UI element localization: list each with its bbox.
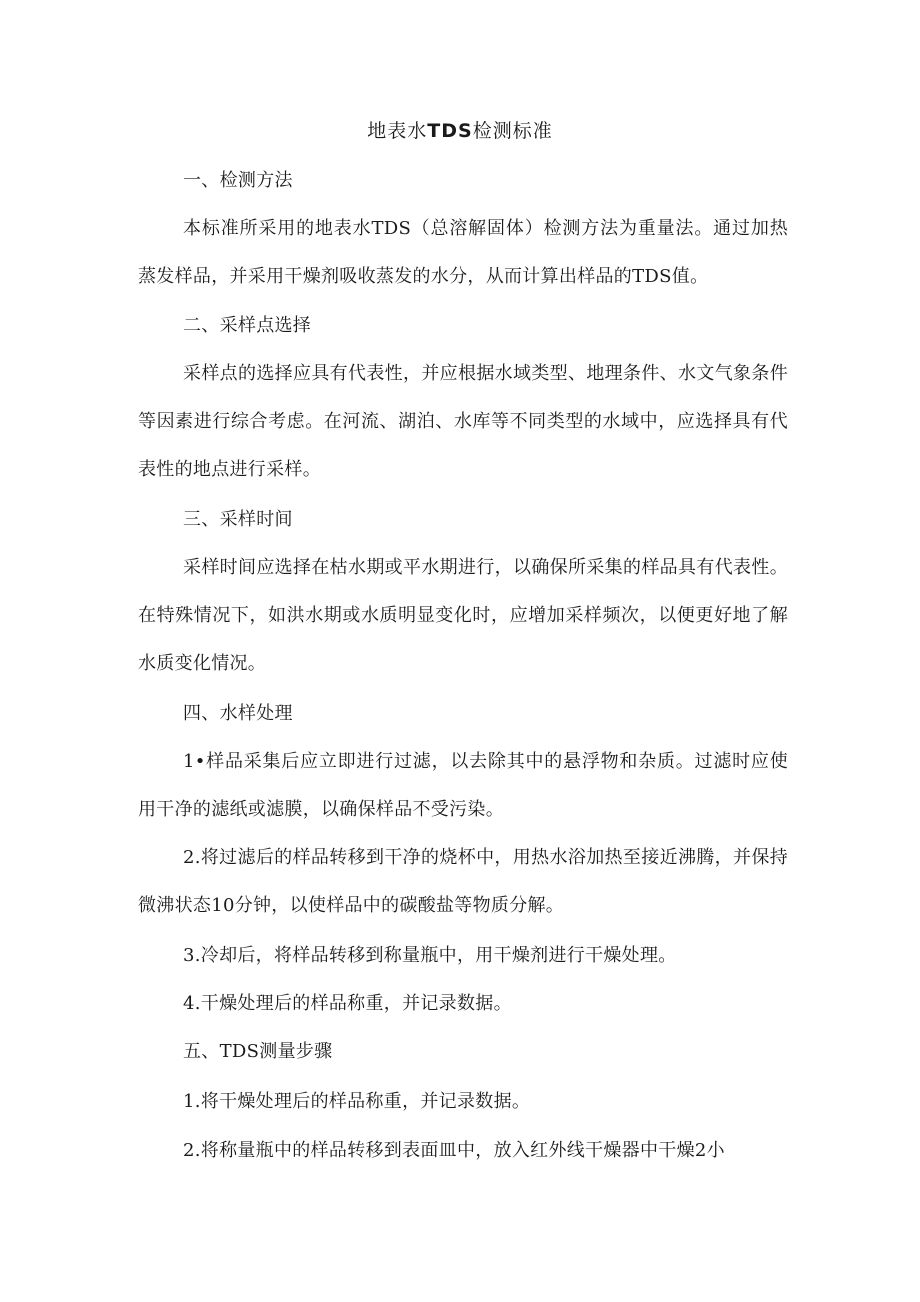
section4-item-3: 3.冷却后，将样品转移到称量瓶中，用干燥剂进行干燥处理。 (183, 945, 677, 966)
title-suffix: 检测标准 (472, 120, 553, 142)
section2-heading: 二、采样点选择 (183, 315, 312, 336)
section2-paragraph: 采样点的选择应具有代表性，并应根据水域类型、地理条件、水文气象条件等因素进行综合考虑。在河流、湖泊、水库等不同类型的水域中，应选择具有代表性的地点进行采样。 (138, 363, 788, 480)
section3-paragraph: 采样时间应选择在枯水期或平水期进行，以确保所采集的样品具有代表性。在特殊情况下，如洪水期或水质明显变化时，应增加采样频次，以便更好地了解水质变化情况。 (138, 557, 788, 674)
section4-item-2: 2.将过滤后的样品转移到干净的烧杯中，用热水浴加热至接近沸腾，并保持微沸状态10分钟，以使样品中的碳酸盐等物质分解。 (138, 847, 788, 916)
section4-item-4: 4.干燥处理后的样品称重，并记录数据。 (183, 993, 512, 1014)
title-prefix: 地表水 (367, 120, 428, 142)
document-title (0, 116, 920, 143)
title-latin: TDS (427, 120, 473, 142)
section5-heading: 五、TDS测量步骤 (183, 1041, 333, 1062)
section5-item-1: 1.将干燥处理后的样品称重，并记录数据。 (183, 1091, 531, 1112)
section1-paragraph: 本标准所采用的地表水TDS（总溶解固体）检测方法为重量法。通过加热蒸发样品，并采用干燥剂吸收蒸发的水分，从而计算出样品的TDS值。 (138, 218, 788, 287)
section5-item-2: 2.将称量瓶中的样品转移到表面皿中，放入红外线干燥器中干燥2小 (183, 1140, 725, 1161)
section4-item-1: 1•样品采集后应立即进行过滤，以去除其中的悬浮物和杂质。过滤时应使用干净的滤纸或滤膜，以确保样品不受污染。 (138, 751, 788, 820)
section1-heading: 一、检测方法 (183, 170, 293, 191)
section4-heading: 四、水样处理 (183, 703, 293, 724)
section3-heading: 三、采样时间 (183, 509, 293, 530)
